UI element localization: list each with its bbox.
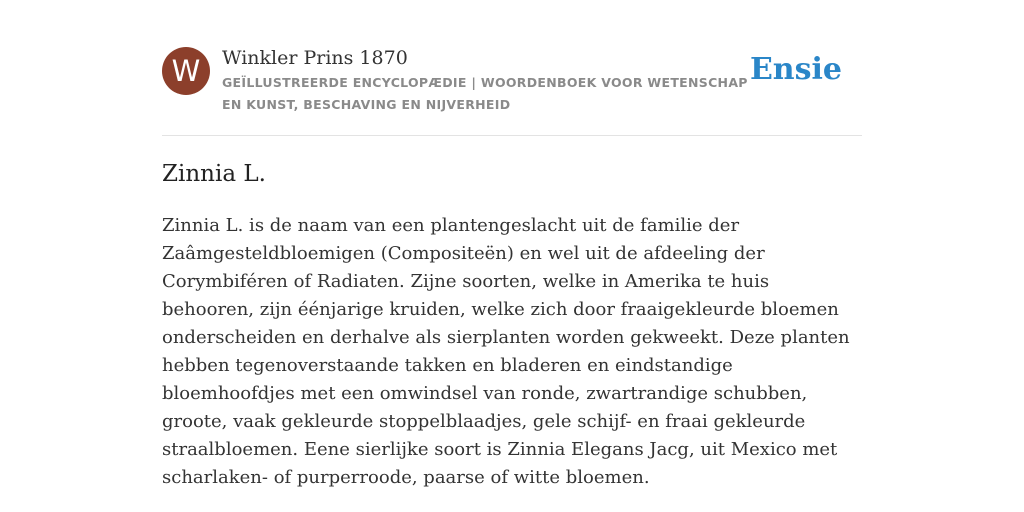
header-divider [162, 135, 862, 136]
entry-body: Zinnia L. is de naam van een plantengeslacht uit de familie der Zaâmgesteldbloemigen (Compositeën) en wel uit de afdeeling der Corymbiféren of Radiaten. Zijne soorten, welke in Amerika te huis behooren, zijn éénjarige kruiden, welke zich door fraaigekleurde bloemen onderscheiden en derhalve als sierplanten worden gekweekt. Deze planten hebben tegenoverstaande takken en bladeren en eindstandige bloemhoofdjes met een omwindsel van ronde, zwartrandige schubben, groote, vaak gekleurde stoppelblaadjes, gele schijf- en fraai gekleurde straalbloemen. Eene sierlijke soort is Zinnia Elegans Jacg, uit Mexico met scharlaken- of purperroode, paarse of witte bloemen. [162, 215, 850, 488]
source-header [162, 46, 862, 136]
source-subtitle: GEÏLLUSTREERDE ENCYCLOPÆDIE | WOORDENBOEK VOOR WETENSCHAP EN KUNST, BESCHAVING EN NIJVERHEID [222, 75, 748, 112]
source-title[interactable]: Winkler Prins 1870 [222, 47, 408, 69]
ensie-logo-link[interactable]: Ensie [749, 52, 842, 87]
entry-title: Zinnia L. [162, 161, 266, 187]
source-avatar[interactable]: W [162, 47, 210, 95]
